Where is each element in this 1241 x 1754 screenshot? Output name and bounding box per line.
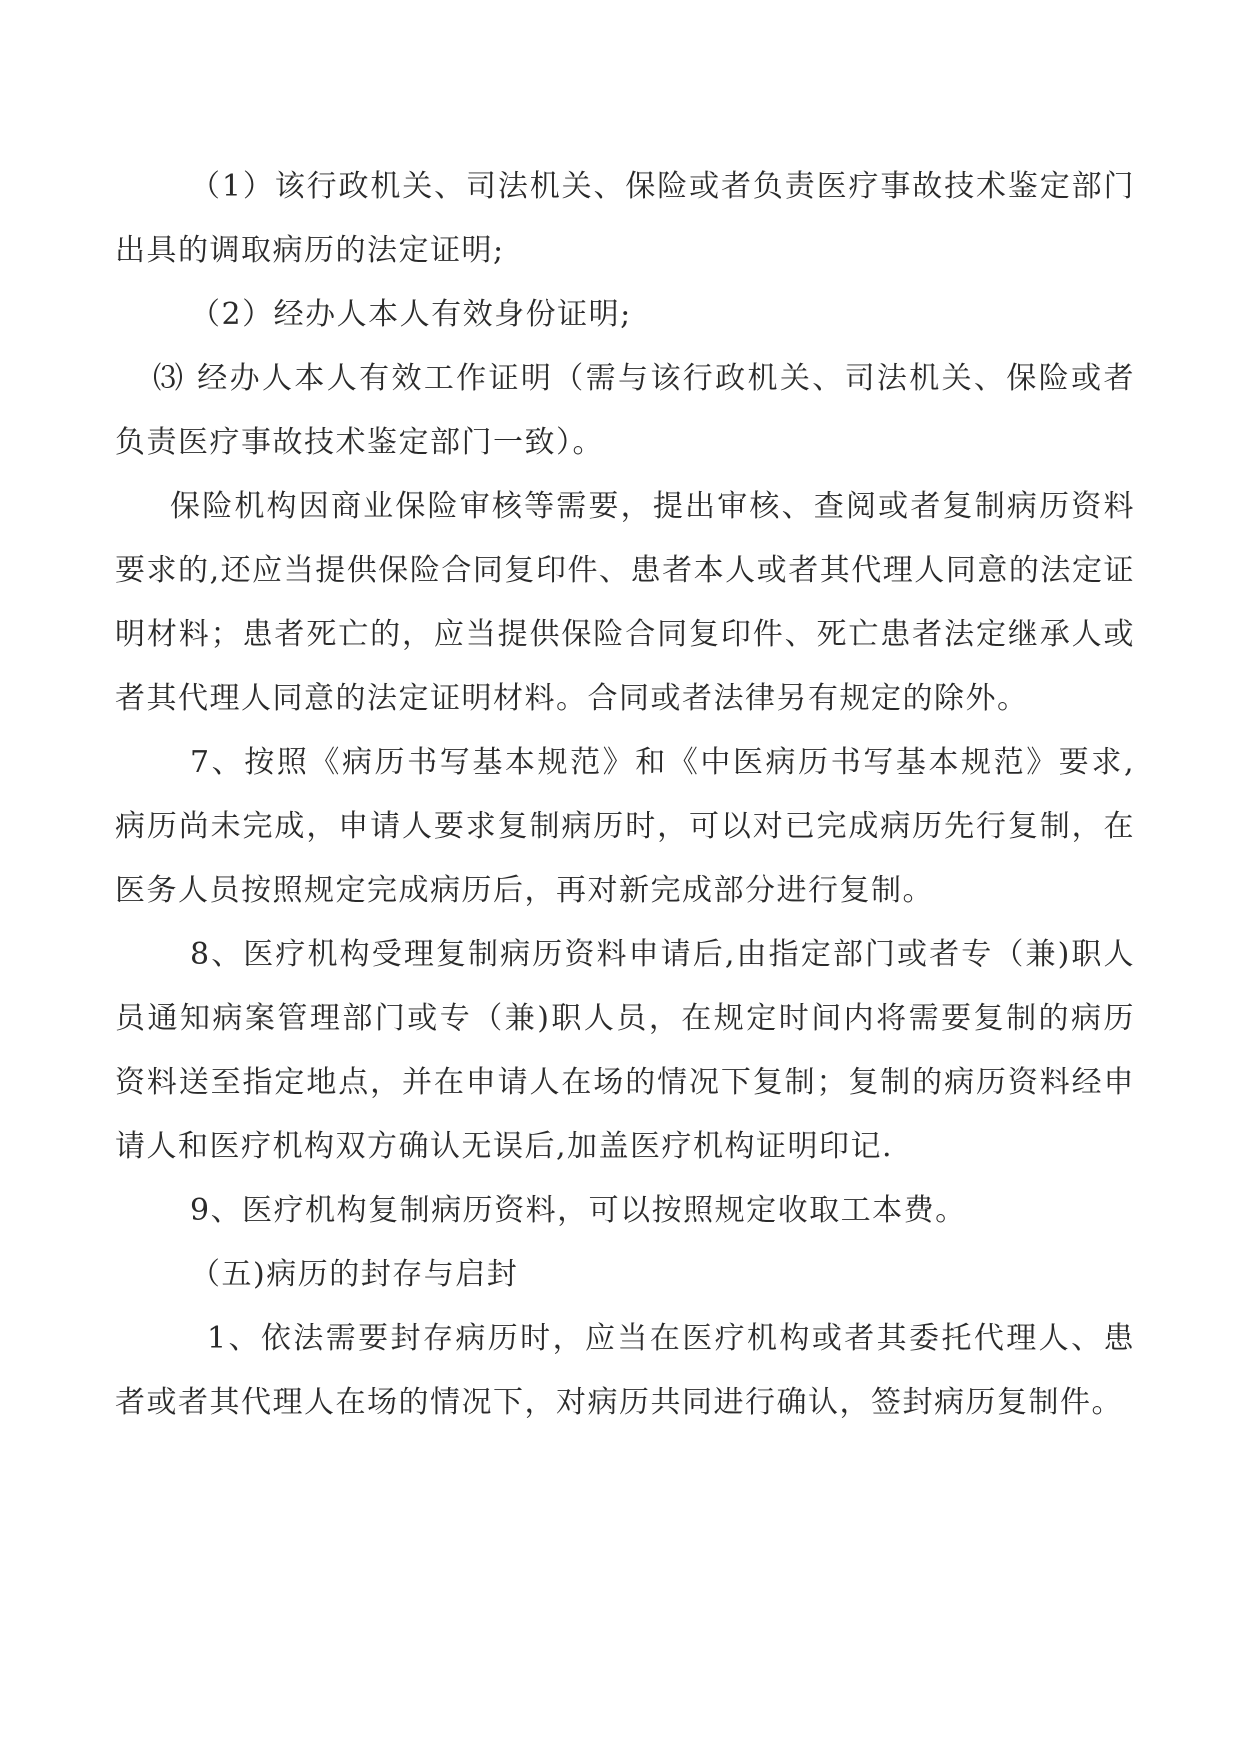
paragraph-item-3: ⑶ 经办人本人有效工作证明（需与该行政机关、司法机关、保险或者负责医疗事故技术鉴定部门一致）。 bbox=[115, 361, 1135, 460]
paragraph-insurance: 保险机构因商业保险审核等需要，提出审核、查阅或者复制病历资料要求的,还应当提供保险合同复印件、患者本人或者其代理人同意的法定证明材料；患者死亡的，应当提供保险合同复印件、死亡患者法定继承人或者其代理人同意的法定证明材料。合同或者法律另有规定的除外。 bbox=[115, 489, 1135, 716]
paragraph-seal-1: 1、依法需要封存病历时，应当在医疗机构或者其委托代理人、患者或者其代理人在场的情况下，对病历共同进行确认，签封病历复制件。 bbox=[115, 1321, 1135, 1420]
paragraph-8: 8、医疗机构受理复制病历资料申请后,由指定部门或者专（兼)职人员通知病案管理部门或专（兼)职人员，在规定时间内将需要复制的病历资料送至指定地点，并在申请人在场的情况下复制；复制的病历资料经申请人和医疗机构双方确认无误后,加盖医疗机构证明印记. bbox=[115, 937, 1136, 1164]
section-heading: （五)病历的封存与启封 bbox=[190, 1257, 519, 1292]
paragraph-9: 9、医疗机构复制病历资料，可以按照规定收取工本费。 bbox=[190, 1193, 967, 1228]
document-body bbox=[115, 155, 1135, 1435]
paragraph-7: 7、按照《病历书写基本规范》和《中医病历书写基本规范》要求,病历尚未完成，申请人要求复制病历时，可以对已完成病历先行复制，在医务人员按照规定完成病历后，再对新完成部分进行复制。 bbox=[115, 745, 1135, 908]
paragraph-item-1: （1）该行政机关、司法机关、保险或者负责医疗事故技术鉴定部门出具的调取病历的法定证明; bbox=[115, 169, 1135, 268]
paragraph-item-2: （2）经办人本人有效身份证明; bbox=[190, 297, 632, 332]
